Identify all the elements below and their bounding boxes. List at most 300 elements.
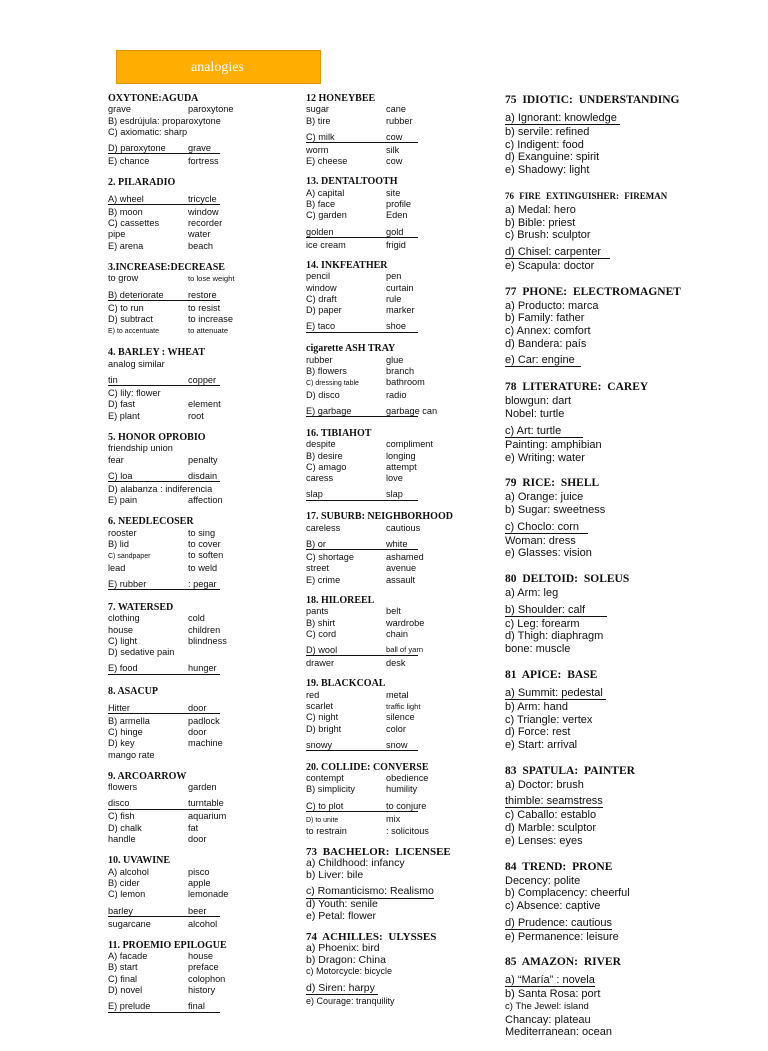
analogy-item [108, 855, 293, 929]
option-right: profile [386, 199, 412, 210]
option-line: a) Summit: pedestal [505, 686, 606, 699]
option-line [108, 798, 224, 809]
option-line [306, 294, 491, 305]
item-heading [306, 260, 491, 271]
option-line [306, 826, 491, 837]
option-line [108, 823, 293, 834]
option-line [108, 303, 293, 314]
item-heading [108, 855, 293, 866]
option-line [306, 210, 491, 221]
option-right: radio [386, 389, 407, 400]
option-right: cow [386, 131, 403, 142]
analogy-item [108, 686, 293, 760]
option-line [108, 716, 293, 727]
heading-right: DECREASE [170, 261, 225, 273]
option-left: A) facade [108, 951, 148, 962]
option-left: red [306, 689, 320, 700]
option-line: c) Absence: captive [505, 899, 601, 912]
analogy-item [306, 846, 491, 922]
option-right: pisco [188, 866, 210, 877]
option-right: love [386, 473, 403, 484]
option-right: aquarium [188, 811, 227, 822]
option-left: E) cheese [306, 156, 348, 167]
analogy-item [306, 343, 491, 418]
heading-left: 10. UVA [108, 855, 143, 867]
option-line: b) servile: refined [505, 126, 590, 138]
option-line: c) Annex: comfort [505, 325, 591, 338]
option-line: b) Dragon: China [306, 953, 386, 966]
analogy-item [306, 931, 491, 1007]
option-right: door [188, 702, 207, 713]
option-right: lemonade [188, 889, 229, 900]
option-left: D) bright [306, 723, 342, 734]
page-title: analogies [191, 60, 244, 75]
analogy-item [505, 380, 745, 464]
option-left: careless [306, 522, 341, 533]
option-line: c) Art: turtle [505, 424, 583, 437]
option-left: flowers [108, 782, 138, 793]
option-left: E) prelude [108, 1001, 151, 1012]
option-line [306, 321, 418, 332]
option-line [306, 575, 491, 586]
option-left: B) simplicity [306, 784, 356, 795]
option-line [108, 156, 293, 167]
option-right: to resist [188, 302, 221, 313]
option-line: e) Writing: water [505, 451, 585, 464]
item-heading [306, 678, 491, 689]
option-right: belt [386, 606, 401, 617]
analogy-item [505, 572, 745, 656]
heading-left: cigarette ASH TRAY [306, 343, 396, 355]
analogy-item [306, 762, 491, 837]
heading-right: TOOTH [361, 176, 398, 188]
option-line [108, 207, 293, 218]
option-line [306, 305, 491, 316]
option-line [108, 703, 220, 714]
option-left: clothing [108, 613, 140, 624]
option-line: c) Romanticismo: Realismo [306, 885, 434, 898]
option-line: e) Courage: tranquility [306, 995, 395, 1006]
option-left: tin [108, 375, 118, 386]
analogy-item [505, 93, 745, 177]
option-line: b) Arm: hand [505, 700, 568, 713]
option-line [108, 443, 293, 454]
option-right: affection [188, 495, 223, 506]
option-line [306, 145, 491, 156]
option-right: slap [386, 489, 403, 500]
option-left: A) capital [306, 187, 345, 198]
analogy-item [108, 347, 293, 421]
option-line [108, 375, 220, 386]
option-left: C) to plot [306, 800, 344, 811]
option-right: door [188, 726, 207, 737]
option-left: C) lily: flower [108, 388, 161, 399]
option-left: E) arena [108, 240, 144, 251]
option-line: Painting: amphibian [505, 438, 602, 451]
option-line: Woman: dress [505, 534, 576, 547]
analogy-item [108, 940, 293, 1014]
option-left: C) axiomatic: sharp [108, 126, 188, 137]
option-right: garden [188, 782, 217, 793]
option-left: B) armella [108, 715, 150, 726]
option-line [108, 974, 293, 985]
heading-right: HOT [349, 427, 372, 439]
option-left: grave [108, 104, 131, 115]
analogy-item [108, 602, 293, 676]
option-line [306, 451, 491, 462]
option-line [108, 647, 293, 658]
option-line: e) Permanence: leisure [505, 930, 619, 943]
option-right: turntable [188, 798, 224, 809]
option-line: b) Santa Rosa: port [505, 988, 601, 1001]
option-line [108, 951, 293, 962]
heading-left: 19. BLACK [306, 678, 357, 690]
option-right: fortress [188, 156, 219, 167]
option-left: A) alcohol [108, 866, 149, 877]
option-line: e) Glasses: vision [505, 547, 592, 560]
option-right: water [188, 229, 211, 240]
option-line: c) The Jewel: island [505, 1001, 589, 1013]
option-right: grave [188, 143, 211, 154]
option-line [108, 962, 293, 973]
option-right: restore [188, 289, 217, 300]
option-left: contempt [306, 773, 344, 784]
option-line: e) Start: arrival [505, 738, 578, 751]
heading-left: 6. NEEDLE [108, 516, 160, 528]
option-right: to sing [188, 527, 216, 538]
option-right: compliment [386, 439, 433, 450]
option-right: door [188, 834, 207, 845]
option-left: E) crime [306, 574, 341, 585]
option-line [108, 563, 293, 574]
option-left: E) food [108, 663, 138, 674]
option-right: rubber [386, 115, 413, 126]
item-heading [108, 686, 293, 697]
heading-right: FEATHER [339, 259, 388, 271]
option-left: C) light [108, 635, 138, 646]
option-line [306, 390, 491, 401]
item-heading: 78 LITERATURE: CAREY [505, 381, 649, 394]
option-right: chain [386, 628, 408, 639]
option-line [108, 663, 220, 674]
option-line [108, 889, 293, 900]
option-left: disco [108, 798, 130, 809]
item-heading: 81 APICE: BASE [505, 668, 598, 681]
option-right: preface [188, 962, 219, 973]
option-right: final [188, 1001, 205, 1012]
heading-left: 16. TIBIA [306, 427, 350, 439]
column-2 [306, 93, 491, 1016]
analogy-item [108, 516, 293, 591]
option-right: avenue [386, 563, 417, 574]
option-line [108, 127, 293, 138]
option-left: Hitter [108, 702, 130, 713]
option-left: B) moon [108, 206, 143, 217]
option-line: c) Caballo: establo [505, 809, 597, 822]
option-right: glue [386, 354, 404, 365]
option-right: machine [188, 738, 223, 749]
item-heading [306, 343, 491, 354]
option-right: colophon [188, 973, 226, 984]
option-left: B) cider [108, 877, 140, 888]
option-line [306, 552, 491, 563]
option-right: mix [386, 813, 401, 824]
option-right: gold [386, 226, 404, 237]
option-right: bathroom [386, 377, 425, 388]
option-right: beer [188, 905, 207, 916]
heading-right: REEL [347, 594, 375, 606]
option-line [108, 1001, 220, 1012]
option-line: a) Orange: juice [505, 491, 584, 504]
option-line [306, 606, 491, 617]
option-line [306, 701, 491, 712]
option-left: C) fish [108, 811, 135, 822]
option-left: B) or [306, 539, 326, 550]
option-line: a) Medal: hero [505, 203, 576, 216]
item-heading [108, 602, 293, 613]
item-heading: 79 RICE: SHELL [505, 477, 600, 490]
option-line [306, 355, 491, 366]
option-right: color [386, 723, 406, 734]
option-left: pants [306, 606, 329, 617]
option-line: Chancay: plateau [505, 1013, 591, 1026]
option-right: tricycle [188, 193, 217, 204]
analogy-item [505, 668, 745, 752]
option-right: assault [386, 574, 416, 585]
option-left: barley [108, 905, 134, 916]
heading-left: 13. DENTAL [306, 176, 362, 188]
item-heading [306, 176, 491, 187]
item-heading: 76 FIRE EXTINGUISHER: FIREMAN [505, 190, 668, 201]
option-right: to increase [188, 313, 233, 324]
option-left: D) novel [108, 985, 143, 996]
option-left: E) chance [108, 156, 150, 167]
item-heading: 83 SPATULA: PAINTER [505, 764, 635, 777]
option-line: d) Bandera: país [505, 337, 587, 350]
item-heading [108, 432, 293, 443]
option-left: D) to unite [306, 816, 339, 824]
option-line [306, 784, 491, 795]
option-left: sugarcane [108, 918, 151, 929]
option-right: garbage can [386, 405, 438, 416]
option-line [108, 495, 293, 506]
heading-right: WINE [142, 855, 171, 867]
option-line [306, 563, 491, 574]
analogy-item [306, 93, 491, 167]
heading-right: SED [153, 601, 174, 613]
option-line [306, 645, 424, 656]
option-line [306, 271, 491, 282]
option-right: cold [188, 613, 205, 624]
option-left: C) night [306, 712, 339, 723]
option-left: B) shirt [306, 617, 336, 628]
item-heading: 85 AMAZON: RIVER [505, 956, 621, 969]
heading-right: AGUDA [161, 93, 199, 104]
option-line: bone: muscle [505, 643, 571, 656]
analogy-item [108, 93, 293, 167]
heading-right: CUP [137, 686, 159, 698]
item-heading [306, 93, 491, 104]
option-left: mango rate [108, 749, 155, 760]
analogy-item [306, 511, 491, 585]
option-line [108, 484, 293, 495]
option-left: scarlet [306, 700, 334, 711]
heading-right: COAL [356, 678, 386, 690]
analogy-item [505, 860, 745, 944]
option-left: rooster [108, 527, 137, 538]
option-line: blowgun: dart [505, 395, 572, 408]
option-line: e) Petal: flower [306, 909, 377, 922]
option-right: wardrobe [386, 617, 425, 628]
option-line: d) Youth: senile [306, 898, 378, 911]
option-line [108, 229, 293, 240]
option-right: silk [386, 144, 400, 155]
option-left: friendship union [108, 443, 173, 454]
option-line [108, 399, 293, 410]
option-right: blindness [188, 635, 227, 646]
option-line: c) Motorcycle: bicycle [306, 966, 393, 977]
analogy-item [108, 771, 293, 845]
option-line: c) Brush: sculptor [505, 229, 591, 242]
option-right: copper [188, 375, 217, 386]
item-heading: 73 BACHELOR: LICENSEE [306, 846, 451, 859]
option-line [108, 116, 293, 127]
option-line [108, 625, 293, 636]
option-line [306, 104, 491, 115]
option-right: curtain [386, 282, 414, 293]
option-line [306, 489, 418, 500]
option-line [108, 550, 293, 562]
option-right: white [386, 539, 408, 550]
option-left: C) draft [306, 293, 337, 304]
option-left: D) key [108, 738, 135, 749]
option-left: D) paroxytone [108, 143, 166, 154]
analogy-item [108, 432, 293, 506]
option-line: e) Car: engine [505, 354, 581, 367]
option-line [108, 613, 293, 624]
option-line [306, 116, 491, 127]
option-left: C) cassettes [108, 218, 160, 229]
analogy-item [108, 262, 293, 337]
option-line: e) Lenses: eyes [505, 834, 583, 847]
analogy-item [108, 177, 293, 251]
option-right: humility [386, 784, 418, 795]
option-line [108, 867, 293, 878]
option-right: attempt [386, 461, 417, 472]
option-right: cane [386, 104, 406, 115]
option-left: C) sandpaper [108, 553, 151, 561]
option-line [306, 690, 491, 701]
option-left: D) subtract [108, 313, 153, 324]
option-line [108, 290, 220, 301]
option-line: a) “María” : novela [505, 974, 595, 987]
option-line [108, 194, 220, 205]
option-line [108, 738, 293, 749]
option-right: to lose weight [188, 274, 235, 284]
option-line: e) Scapula: doctor [505, 259, 595, 272]
option-left: B) esdrújula: proparoxytone [108, 115, 221, 126]
option-right: to weld [188, 562, 218, 573]
option-right: cautious [386, 522, 421, 533]
heading-left: 17. SUBURB: NEIGHBORHOOD [306, 511, 453, 523]
option-right: history [188, 985, 216, 996]
option-right: branch [386, 366, 415, 377]
item-heading [108, 93, 293, 104]
option-right: element [188, 399, 221, 410]
option-line [108, 241, 293, 252]
option-line [306, 629, 491, 640]
analogy-item [306, 428, 491, 502]
option-line: b) Family: father [505, 312, 585, 325]
option-line: b) Sugar: sweetness [505, 503, 606, 516]
option-left: handle [108, 834, 136, 845]
option-line: b) Complacency: cheerful [505, 887, 630, 900]
option-line [306, 618, 491, 629]
heading-left: 3.INCREASE: [108, 261, 171, 273]
heading-left: 4. BARLEY : WHEAT [108, 347, 206, 359]
option-left: C) garden [306, 210, 347, 221]
option-left: snowy [306, 739, 333, 750]
option-left: pipe [108, 229, 126, 240]
option-line [306, 814, 491, 826]
option-right: penalty [188, 454, 218, 465]
option-right: recorder [188, 218, 223, 229]
option-right: silence [386, 712, 415, 723]
item-heading [306, 762, 491, 773]
analogy-item [505, 285, 745, 369]
option-line [108, 985, 293, 996]
item-heading [108, 516, 293, 527]
option-line [108, 104, 293, 115]
option-line [306, 377, 491, 389]
option-right: ball of yarn [386, 645, 424, 655]
option-right: padlock [188, 715, 220, 726]
option-left: C) dressing table [306, 380, 359, 388]
option-line: Decency: polite [505, 874, 581, 887]
heading-left: 7. WATER [108, 601, 154, 613]
option-right: longing [386, 450, 416, 461]
option-line: c) Indigent: food [505, 138, 584, 151]
option-right: shoe [386, 321, 406, 332]
option-left: D) sedative pain [108, 647, 175, 658]
option-left: C) milk [306, 131, 335, 142]
option-left: C) cord [306, 628, 337, 639]
option-line [306, 439, 491, 450]
option-line [306, 773, 491, 784]
option-right: traffic light [386, 701, 421, 711]
option-right: to soften [188, 550, 224, 561]
option-right: hunger [188, 663, 217, 674]
option-left: B) face [306, 199, 336, 210]
analogy-item [505, 955, 745, 1039]
option-left: despite [306, 439, 336, 450]
item-heading [108, 262, 293, 273]
option-line: a) Childhood: infancy [306, 857, 405, 870]
option-left: C) hinge [108, 726, 143, 737]
option-right: disdain [188, 470, 218, 481]
item-heading [108, 771, 293, 782]
option-line [108, 218, 293, 229]
option-right: Eden [386, 210, 408, 221]
option-line [306, 658, 491, 669]
option-line: c) Choclo: corn [505, 520, 589, 533]
option-line [108, 388, 293, 399]
heading-left: 11. PROEMIO EPILOGUE [108, 939, 227, 951]
option-line [108, 314, 293, 325]
option-line [306, 724, 491, 735]
option-left: D) chalk [108, 822, 142, 833]
option-right: ashamed [386, 552, 424, 563]
